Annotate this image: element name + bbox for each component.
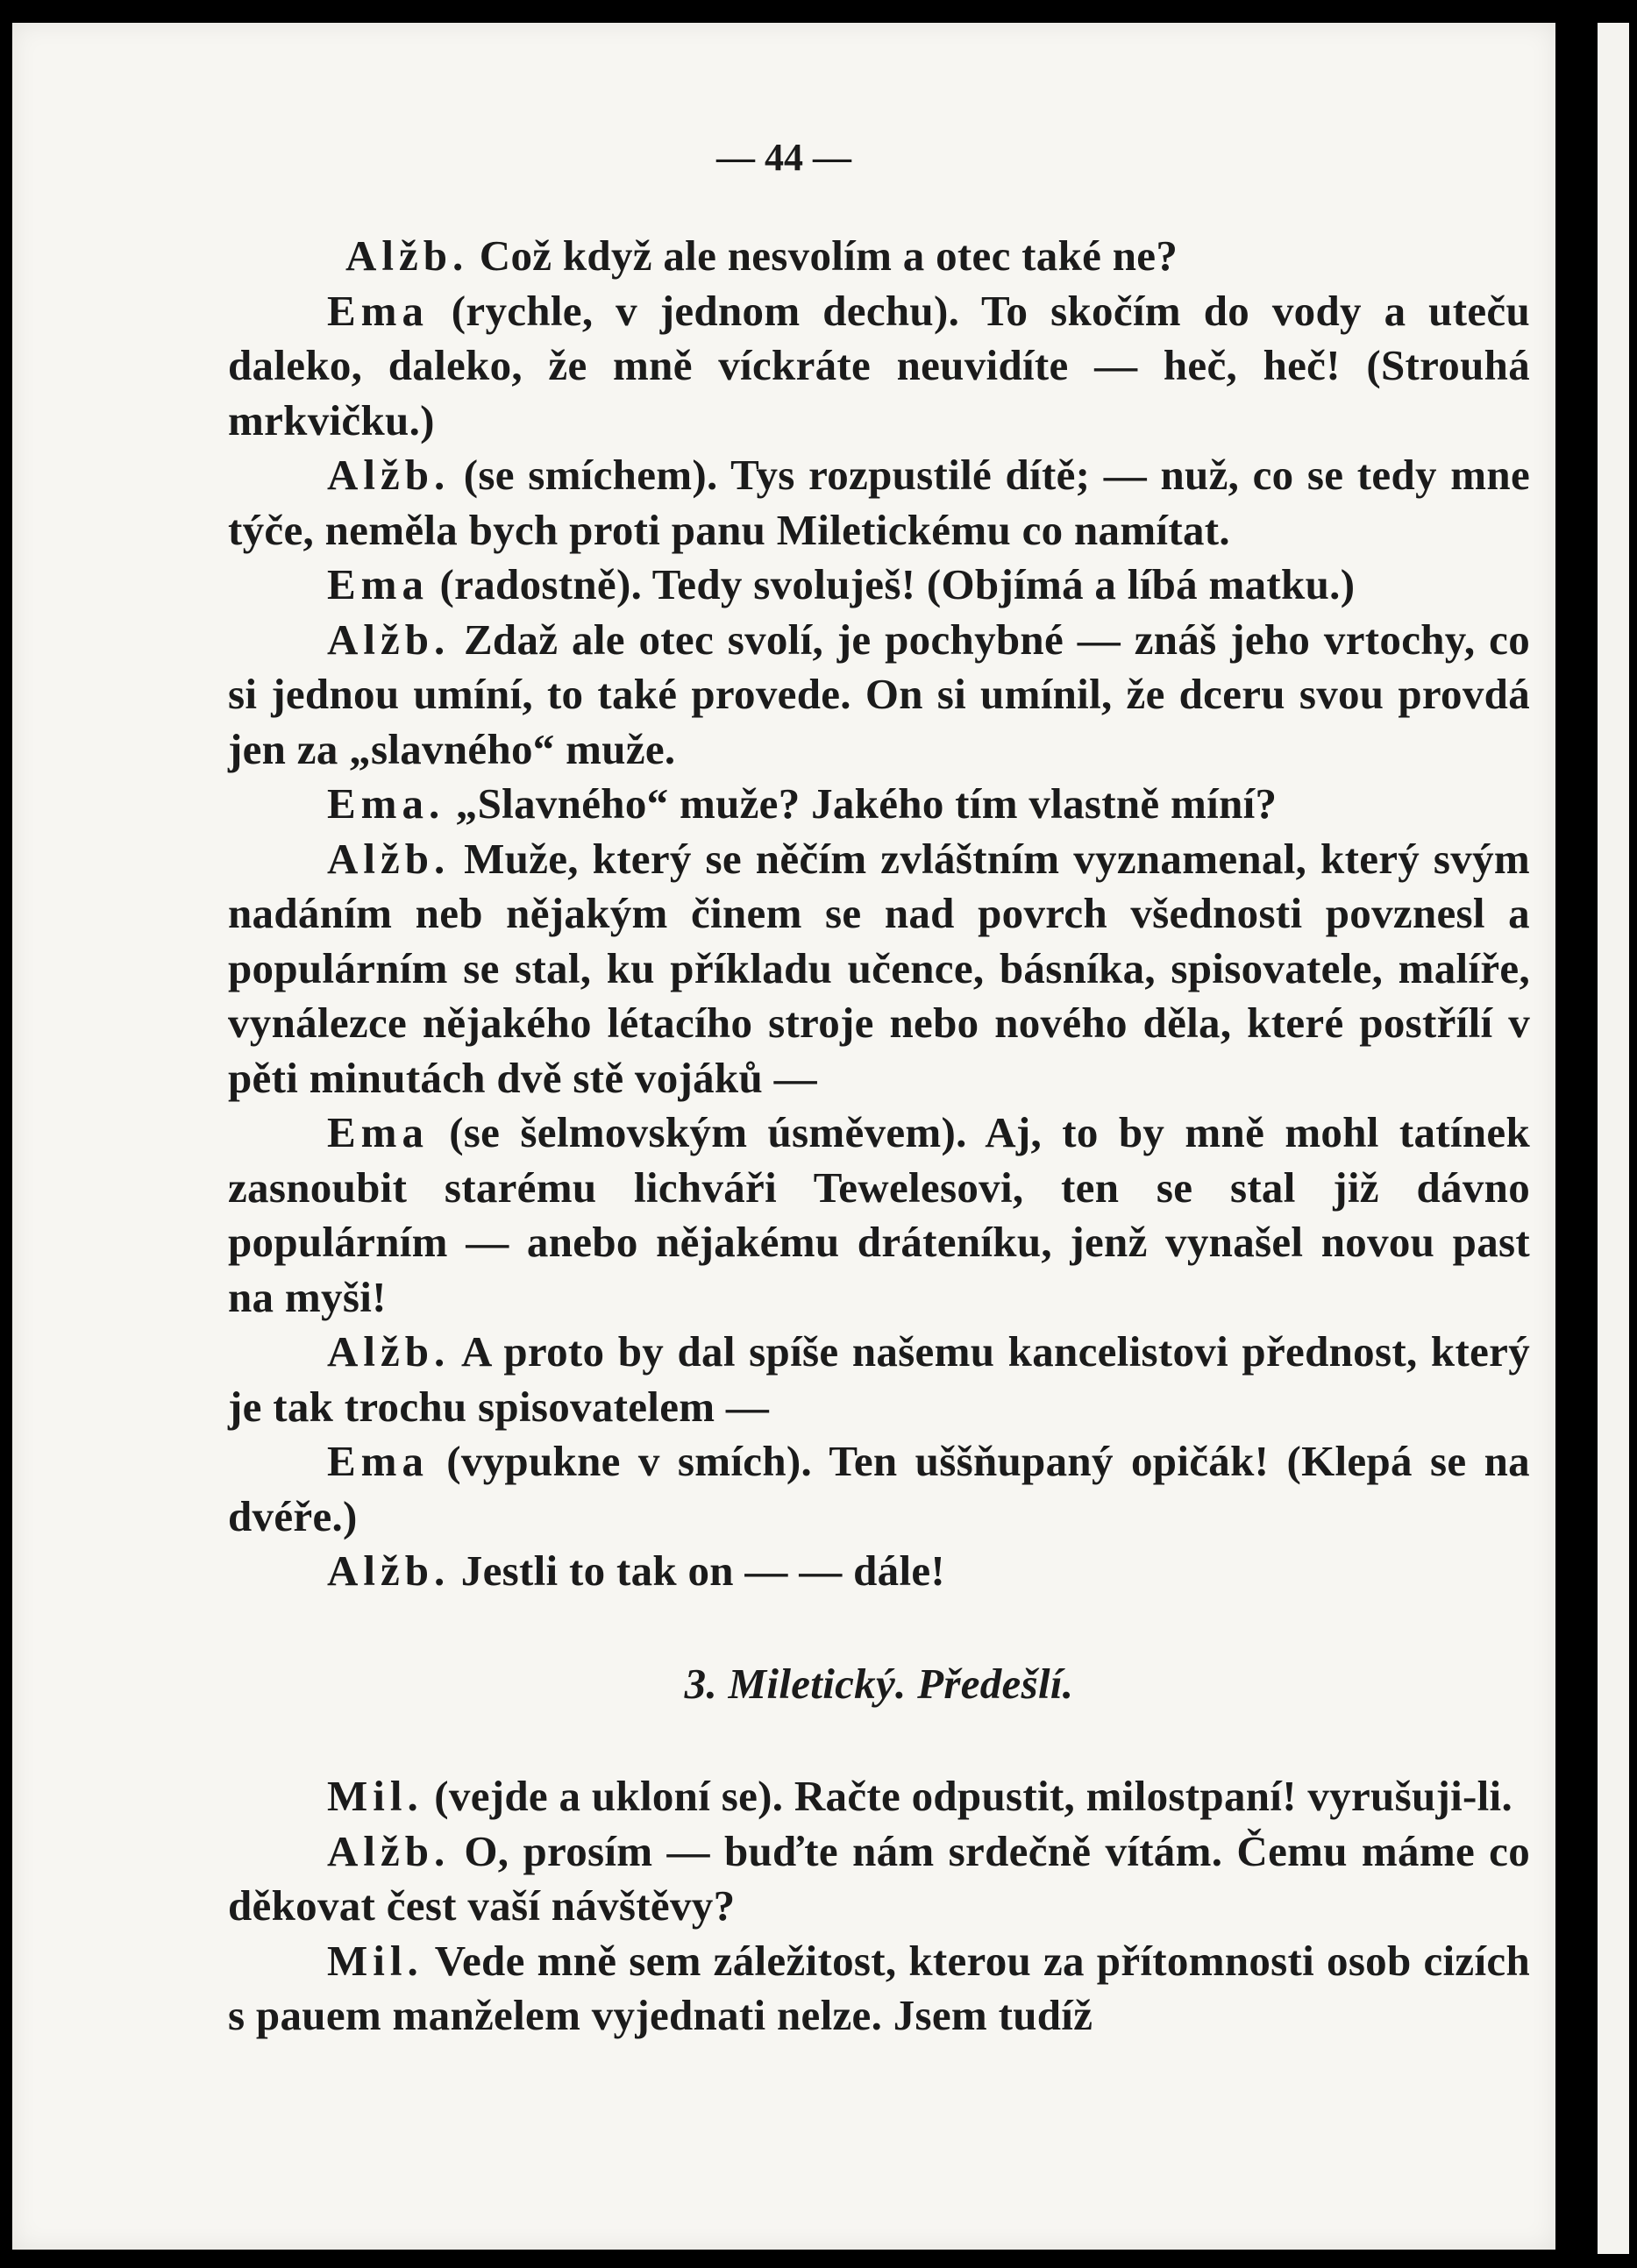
paragraph <box>228 1106 1530 1325</box>
line-text: „Slavného“ muže? Jakého tím vlastně míní? <box>445 779 1278 828</box>
page-number: — 44 — <box>716 136 851 179</box>
speaker: Alžb. <box>327 1327 451 1376</box>
speaker: Ema. <box>327 779 445 828</box>
line-text: Muže, který se něčím zvláštním vyznamenal, který svým nadáním neb nějakým činem se nad povrch všednosti povznesl a populárním se stal, ku příkladu učence, básníka, spisovatele, malíře, vynálezce nějakého létacího stroje nebo nového děla, které postřílí v pěti minutách dvě stě vojáků — <box>228 834 1530 1102</box>
paragraph <box>228 1544 1530 1599</box>
line-text: O, prosím — buďte nám srdečně vítám. Čemu máme co děkovat čest vaší návštěvy? <box>228 1826 1530 1930</box>
scene-heading: 3. Miletický. Předešlí. <box>684 1659 1074 1708</box>
line-text: (radostně). Tedy svoluješ! (Objímá a líbá matku.) <box>429 560 1356 608</box>
book-page <box>12 23 1555 2250</box>
speaker: Mil. <box>327 1772 423 1820</box>
line-text: (rychle, v jednom dechu). To skočím do vody a uteču daleko, daleko, že mně víckráte neuvidíte — heč, heč! (Strouhá mrkvičku.) <box>228 286 1530 444</box>
paragraph <box>228 832 1530 1106</box>
line-text: A proto by dal spíše našemu kancelistovi přednost, který je tak trochu spisovatelem — <box>228 1327 1530 1431</box>
paragraph <box>228 613 1530 778</box>
adjacent-page-edge <box>1598 23 1629 2254</box>
speaker: Ema <box>327 560 429 608</box>
paragraph <box>228 448 1530 558</box>
paragraph <box>228 1934 1530 2044</box>
paragraph <box>228 229 1530 284</box>
line-text: (vejde a ukloní se). Račte odpustit, milostpaní! vyrušuji-li. <box>423 1772 1513 1820</box>
line-text: Zdaž ale otec svolí, je pochybné — znáš jeho vrtochy, co si jednou umíní, to také provede. On si umínil, že dceru svou provdá jen za „slavného“ muže. <box>228 615 1530 773</box>
speaker: Alžb. <box>327 451 451 499</box>
line-text: Jestli to tak on — — dále! <box>450 1546 946 1595</box>
speaker: Ema <box>327 1108 429 1156</box>
speaker: Alžb. <box>327 1826 451 1875</box>
line-text: (se smíchem). Tys rozpustilé dítě; — nuž, co se tedy mne týče, neměla bych proti panu Miletickému co namítat. <box>228 451 1530 554</box>
speaker: Alžb. <box>327 834 451 883</box>
page-text <box>228 229 1530 2044</box>
line-text: Což když ale nesvolím a otec také ne? <box>468 231 1178 280</box>
line-text: Vede mně sem záležitost, kterou za přítomnosti osob cizích s pauem manželem vyjednati nelze. Jsem tudíž <box>228 1936 1530 2039</box>
speaker: Alžb. <box>345 231 469 280</box>
paragraph <box>228 1769 1530 1824</box>
line-text: (se šelmovským úsměvem). Aj, to by mně mohl tatínek zasnoubit starému lichváři Tewelesovi, ten se stal již dávno populárním — anebo nějakému dráteníku, jenž vynašel novou past na myši! <box>228 1108 1530 1321</box>
paragraph <box>228 284 1530 449</box>
speaker: Alžb. <box>327 1546 451 1595</box>
paragraph <box>228 1325 1530 1434</box>
speaker: Ema <box>327 1437 429 1485</box>
paragraph <box>228 1824 1530 1934</box>
paragraph <box>228 1434 1530 1544</box>
speaker: Alžb. <box>327 615 451 664</box>
speaker: Mil. <box>327 1936 423 1985</box>
paragraph <box>228 558 1530 613</box>
line-text: (vypukne v smích). Ten uššňupaný opičák! (Klepá se na dvéře.) <box>228 1437 1530 1540</box>
speaker: Ema <box>327 286 429 335</box>
paragraph <box>228 777 1530 832</box>
